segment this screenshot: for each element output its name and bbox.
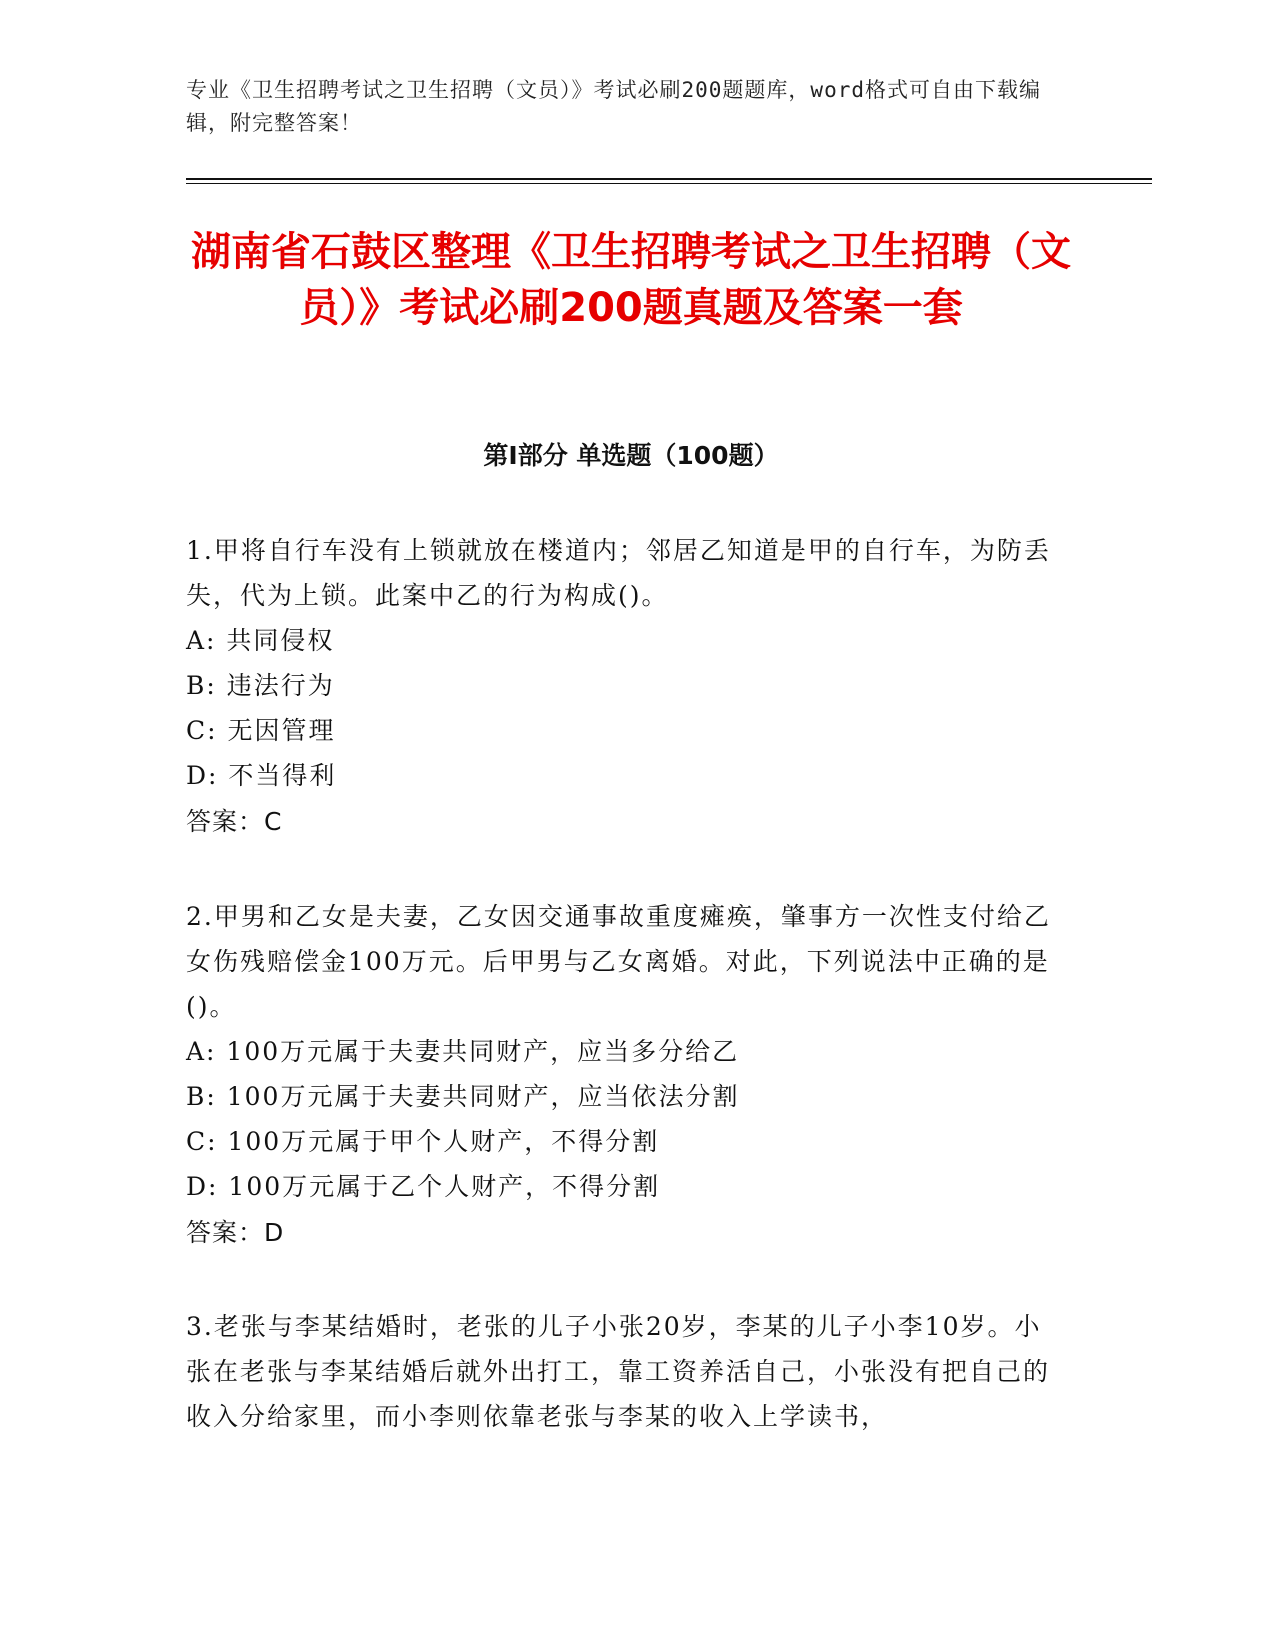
header-rule-thin — [186, 183, 1152, 184]
question-stem: 3.老张与李某结婚时，老张的儿子小张20岁，李某的儿子小李10岁。小张在老张与李某结婚后就外出打工，靠工资养活自己，小张没有把自己的收入分给家里，而小李则依靠老张与李某的收入上学读书， — [186, 1312, 1051, 1431]
question-stem: 2.甲男和乙女是夫妻，乙女因交通事故重度瘫痪，肇事方一次性支付给乙女伤残赔偿金100万元。后甲男与乙女离婚。对此，下列说法中正确的是()。 — [186, 902, 1051, 1021]
option-d: D: 不当得利 — [186, 761, 337, 790]
option-d: D: 100万元属于乙个人财产，不得分割 — [186, 1172, 661, 1201]
option-c: C: 无因管理 — [186, 716, 336, 745]
section-heading: 第I部分 单选题（100题） — [483, 441, 779, 470]
option-a: A: 100万元属于夫妻共同财产，应当多分给乙 — [186, 1037, 740, 1066]
header-rule-thick — [186, 178, 1152, 180]
question-1 — [186, 528, 1066, 845]
question-3 — [186, 1304, 1066, 1439]
question-stem: 1.甲将自行车没有上锁就放在楼道内；邻居乙知道是甲的自行车，为防丢失，代为上锁。此案中乙的行为构成()。 — [186, 536, 1051, 610]
answer-line: 答案：C — [186, 807, 283, 836]
header-note: 专业《卫生招聘考试之卫生招聘（文员）》考试必刷200题题库，word格式可自由下载编辑，附完整答案！ — [186, 78, 1041, 135]
document-title: 湖南省石鼓区整理《卫生招聘考试之卫生招聘（文员）》考试必刷200题真题及答案一套 — [191, 229, 1071, 331]
answer-line: 答案：D — [186, 1218, 285, 1247]
option-b: B: 100万元属于夫妻共同财产，应当依法分割 — [186, 1082, 740, 1111]
question-2 — [186, 894, 1066, 1256]
option-c: C: 100万元属于甲个人财产，不得分割 — [186, 1127, 660, 1156]
option-b: B: 违法行为 — [186, 671, 335, 700]
option-a: A: 共同侵权 — [186, 626, 335, 655]
